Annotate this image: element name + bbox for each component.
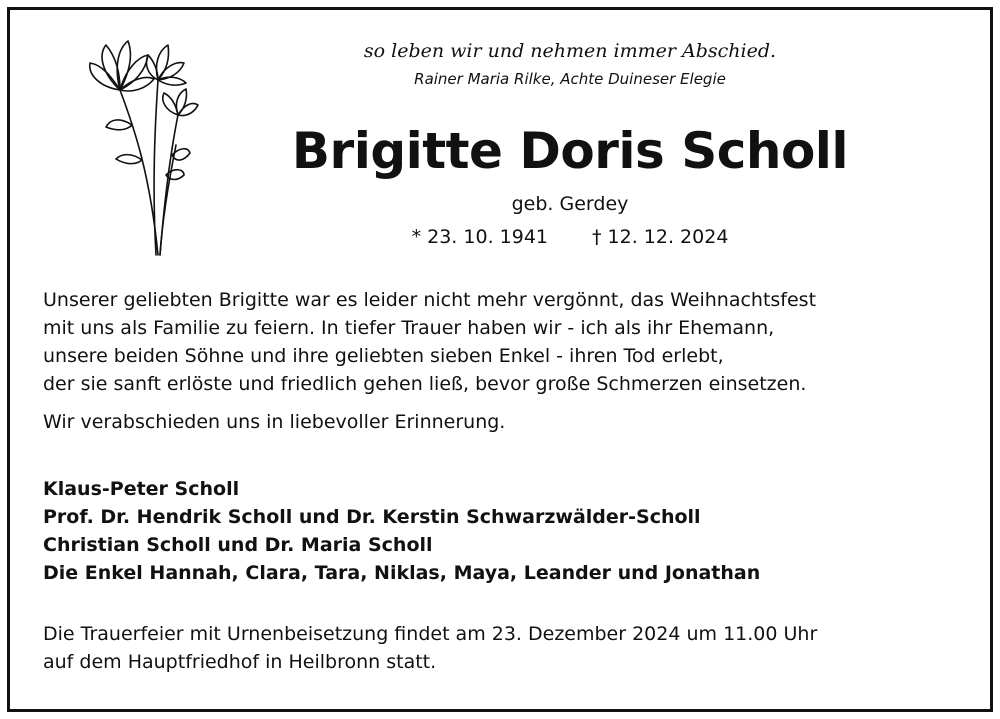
ceremony-line: auf dem Hauptfriedhof in Heilbronn statt. — [43, 651, 437, 673]
mourner-name: Klaus-Peter Scholl — [43, 478, 240, 500]
text-line: Unserer geliebten Brigitte war es leider nicht mehr vergönnt, das Weihnachtsfest — [43, 289, 817, 311]
rilke-quote: so leben wir und nehmen immer Abschied. — [363, 40, 777, 62]
text-line: unsere beiden Söhne und ihre geliebten sieben Enkel - ihren Tod erlebt, — [43, 345, 724, 367]
mourners-list — [43, 475, 760, 587]
life-dates — [250, 226, 890, 248]
death-date: † 12. 12. 2024 — [592, 226, 729, 248]
ceremony-line: Die Trauerfeier mit Urnenbeisetzung findet am 23. Dezember 2024 um 11.00 Uhr — [43, 623, 818, 645]
ceremony-info — [43, 620, 817, 676]
mourner-name: Prof. Dr. Hendrik Scholl und Dr. Kerstin Schwarzwälder-Scholl — [43, 506, 701, 528]
paragraph-farewell: Wir verabschieden uns in liebevoller Erinnerung. — [43, 411, 506, 433]
text-line: der sie sanft erlöste und friedlich gehen ließ, bevor große Schmerzen einsetzen. — [43, 373, 807, 395]
flower-bouquet-icon — [80, 35, 200, 260]
obituary-text — [43, 286, 943, 436]
mourner-name: Christian Scholl und Dr. Maria Scholl — [43, 534, 433, 556]
maiden-name: geb. Gerdey — [511, 193, 629, 215]
text-line: mit uns als Familie zu feiern. In tiefer Trauer haben wir - ich als ihr Ehemann, — [43, 317, 775, 339]
deceased-name: Brigitte Doris Scholl — [291, 122, 849, 180]
mourner-name: Die Enkel Hannah, Clara, Tara, Niklas, Maya, Leander und Jonathan — [43, 562, 761, 584]
quote-source: Rainer Maria Rilke, Achte Duineser Elegie — [414, 70, 726, 88]
paragraph-main — [43, 286, 943, 398]
birth-date: * 23. 10. 1941 — [411, 226, 548, 248]
